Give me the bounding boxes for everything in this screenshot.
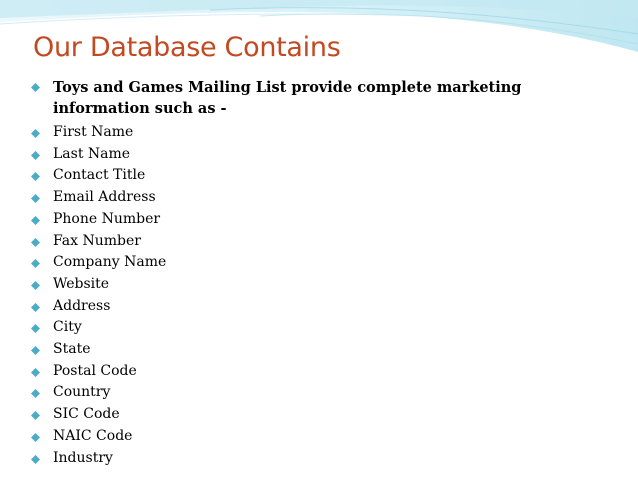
list-item bbox=[29, 252, 619, 274]
diamond-bullet-icon bbox=[31, 324, 40, 333]
list-item bbox=[29, 122, 619, 144]
list-item bbox=[29, 317, 619, 339]
list-item-label: Country bbox=[53, 384, 111, 401]
diamond-bullet-icon bbox=[31, 259, 40, 268]
list-item bbox=[29, 339, 619, 361]
diamond-bullet-icon bbox=[31, 83, 40, 92]
list-item bbox=[29, 404, 619, 426]
list-item-label: City bbox=[53, 319, 82, 336]
list-item bbox=[29, 187, 619, 209]
list-item bbox=[29, 426, 619, 448]
list-item bbox=[29, 448, 619, 470]
list-item-label: Industry bbox=[53, 449, 113, 466]
list-item-intro bbox=[29, 77, 573, 119]
list-item-label: State bbox=[53, 341, 91, 358]
list-item-label: Email Address bbox=[53, 189, 156, 206]
list-item-label: Contact Title bbox=[53, 167, 146, 184]
list-item-label: Fax Number bbox=[53, 232, 141, 249]
diamond-bullet-icon bbox=[31, 194, 40, 203]
list-item bbox=[29, 165, 619, 187]
diamond-bullet-icon bbox=[31, 151, 40, 160]
diamond-bullet-icon bbox=[31, 346, 40, 355]
diamond-bullet-icon bbox=[31, 368, 40, 377]
diamond-bullet-icon bbox=[31, 238, 40, 247]
list-item-label: Address bbox=[53, 297, 111, 314]
list-item-label: Last Name bbox=[53, 145, 131, 162]
list-item bbox=[29, 361, 619, 383]
list-item-label: Postal Code bbox=[53, 362, 137, 379]
diamond-bullet-icon bbox=[31, 129, 40, 138]
list-item bbox=[29, 144, 619, 166]
diamond-bullet-icon bbox=[31, 281, 40, 290]
list-item bbox=[29, 231, 619, 253]
diamond-bullet-icon bbox=[31, 216, 40, 225]
list-item bbox=[29, 209, 619, 231]
diamond-bullet-icon bbox=[31, 303, 40, 312]
list-item bbox=[29, 274, 619, 296]
list-item bbox=[29, 382, 619, 404]
diamond-bullet-icon bbox=[31, 389, 40, 398]
list-item-label: First Name bbox=[53, 124, 134, 140]
bullet-list bbox=[29, 77, 619, 469]
list-item-label: Company Name bbox=[53, 254, 167, 271]
diamond-bullet-icon bbox=[31, 172, 40, 181]
list-item-label: NAIC Code bbox=[53, 427, 133, 444]
intro-text: Toys and Games Mailing List provide complete marketing information such as - bbox=[53, 79, 522, 117]
diamond-bullet-icon bbox=[31, 411, 40, 420]
slide-title: Our Database Contains bbox=[33, 32, 341, 63]
diamond-bullet-icon bbox=[31, 455, 40, 464]
diamond-bullet-icon bbox=[31, 433, 40, 442]
list-item-label: Website bbox=[53, 275, 110, 292]
list-item-label: Phone Number bbox=[53, 210, 161, 227]
list-item-label: SIC Code bbox=[53, 406, 120, 423]
list-item bbox=[29, 296, 619, 318]
